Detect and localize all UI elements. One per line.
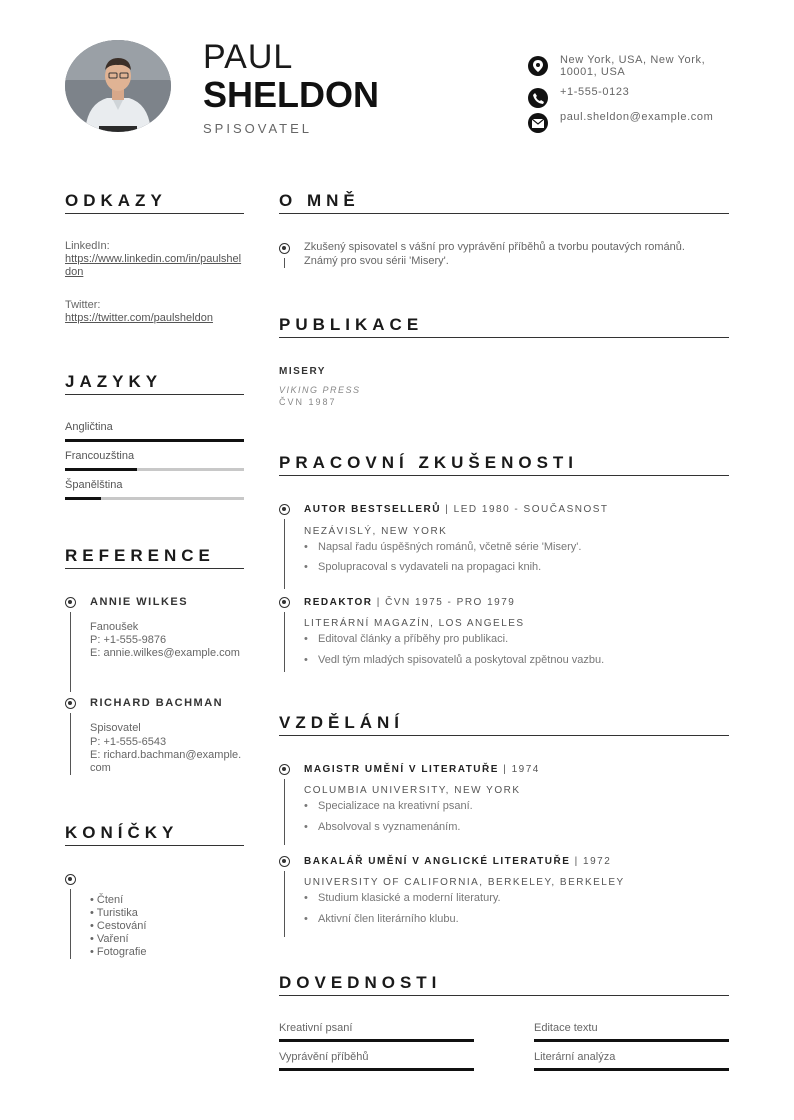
publication-date: ČVN 1987 — [279, 397, 337, 407]
timeline-line — [284, 779, 285, 845]
timeline-line — [70, 713, 71, 775]
contact-phone — [528, 86, 738, 108]
skill-bar — [534, 1068, 729, 1071]
language-level-bar — [65, 439, 244, 442]
skill-bar — [279, 1068, 474, 1071]
timeline-bullet-icon — [279, 504, 290, 515]
skill-name: Kreativní psaní — [279, 1022, 353, 1034]
first-name: PAUL — [203, 38, 294, 76]
education-point-text: Specializace na kreativní psaní. — [318, 800, 473, 812]
references-heading: REFERENCE — [65, 546, 215, 565]
language-name: Španělština — [65, 479, 123, 491]
job-position: REDAKTOR — [304, 597, 373, 608]
education-school: UNIVERSITY OF CALIFORNIA, BERKELEY, BERKELEY — [304, 877, 625, 888]
last-name: SHELDON — [203, 74, 380, 115]
experience-divider — [279, 475, 729, 476]
job-point-text: Spolupracoval s vydavateli na propagaci knih. — [318, 561, 542, 573]
job-heading — [304, 597, 515, 608]
language-level-fill — [65, 497, 101, 500]
timeline-line — [284, 258, 285, 268]
publications-heading: PUBLIKACE — [279, 315, 424, 334]
skill-bar — [279, 1039, 474, 1042]
phone-icon — [528, 88, 548, 108]
education-degree: MAGISTR UMĚNÍ V LITERATUŘE — [304, 764, 499, 775]
education-degree: BAKALÁŘ UMĚNÍ V ANGLICKÉ LITERATUŘE — [304, 856, 571, 867]
education-divider — [279, 735, 729, 736]
language-level-bar — [65, 497, 244, 500]
hobby-item: • Turistika — [90, 907, 138, 919]
reference-email: E: annie.wilkes@example.com — [90, 647, 240, 659]
hobby-item: • Vaření — [90, 933, 129, 945]
education-year: | 1972 — [570, 856, 612, 867]
timeline-line — [70, 889, 71, 959]
about-text: Zkušený spisovatel s vášní pro vyprávění příběhů a tvorbu poutavých románů. Známý pro svou sérii 'Misery'. — [304, 241, 685, 267]
language-level-fill — [65, 439, 244, 442]
language-name: Francouzština — [65, 450, 135, 462]
mail-icon — [528, 113, 548, 133]
job-point: • Napsal řadu úspěšných románů, včetně série 'Misery'. — [304, 541, 582, 553]
education-point-text: Absolvoval s vyznamenáním. — [318, 821, 461, 833]
publication-title: MISERY — [279, 366, 326, 377]
about-heading: O MNĚ — [279, 191, 360, 210]
job-point-text: Vedl tým mladých spisovatelů a poskytoval zpětnou vazbu. — [318, 654, 605, 666]
job-point: • Vedl tým mladých spisovatelů a poskytoval zpětnou vazbu. — [304, 654, 605, 666]
hobbies-heading: KONÍČKY — [65, 823, 179, 842]
education-year: | 1974 — [498, 764, 540, 775]
timeline-line — [284, 612, 285, 672]
person-photo-icon — [65, 40, 171, 132]
hobbies-divider — [65, 845, 244, 846]
job-point: • Spolupracoval s vydavateli na propagaci knih. — [304, 561, 542, 573]
reference-phone: P: +1-555-6543 — [90, 736, 167, 748]
reference-phone: P: +1-555-9876 — [90, 634, 167, 646]
publication-publisher: VIKING PRESS — [279, 385, 361, 395]
contact-email — [528, 111, 738, 133]
languages-divider — [65, 394, 244, 395]
twitter-label: Twitter: — [65, 299, 101, 311]
education-point-text: Aktivní člen literárního klubu. — [318, 913, 459, 925]
education-heading-line — [304, 764, 540, 775]
job-organization: NEZÁVISLÝ, NEW YORK — [304, 526, 448, 537]
job-point-text: Editoval články a příběhy pro publikaci. — [318, 633, 509, 645]
links-heading: ODKAZY — [65, 191, 167, 210]
languages-heading: JAZYKY — [65, 372, 163, 391]
reference-role: Spisovatel — [90, 722, 141, 734]
links-divider — [65, 213, 244, 214]
job-heading — [304, 504, 609, 515]
education-point-text: Studium klasické a moderní literatury. — [318, 892, 501, 904]
education-point: • Absolvoval s vyznamenáním. — [304, 821, 461, 833]
job-organization: LITERÁRNÍ MAGAZÍN, LOS ANGELES — [304, 618, 525, 629]
language-level-fill — [65, 468, 137, 471]
profile-photo — [65, 40, 171, 132]
timeline-bullet-icon — [279, 764, 290, 775]
language-name: Angličtina — [65, 421, 113, 433]
email-text: paul.sheldon@example.com — [560, 111, 714, 123]
contact-address — [528, 54, 738, 78]
about-divider — [279, 213, 729, 214]
timeline-line — [70, 612, 71, 692]
linkedin-link[interactable]: https://www.linkedin.com/in/paulsheldon — [65, 253, 242, 278]
skills-divider — [279, 995, 729, 996]
timeline-bullet-icon — [279, 597, 290, 608]
reference-email: E: richard.bachman@example.com — [90, 749, 242, 774]
education-point: • Studium klasické a moderní literatury. — [304, 892, 501, 904]
timeline-line — [284, 871, 285, 937]
hobby-item: • Čtení — [90, 894, 124, 906]
timeline-bullet-icon — [279, 243, 290, 254]
phone-text: +1-555-0123 — [560, 86, 630, 98]
job-point-text: Napsal řadu úspěšných románů, včetně série 'Misery'. — [318, 541, 582, 553]
timeline-bullet-icon — [65, 874, 76, 885]
skill-name: Editace textu — [534, 1022, 598, 1034]
timeline-bullet-icon — [65, 698, 76, 709]
education-point: • Aktivní člen literárního klubu. — [304, 913, 459, 925]
skill-name: Literární analýza — [534, 1051, 616, 1063]
reference-name: ANNIE WILKES — [90, 596, 189, 608]
experience-heading: PRACOVNÍ ZKUŠENOSTI — [279, 453, 579, 472]
education-heading: VZDĚLÁNÍ — [279, 713, 404, 732]
references-divider — [65, 568, 244, 569]
hobby-item: • Fotografie — [90, 946, 147, 958]
education-heading-line — [304, 856, 611, 867]
timeline-line — [284, 519, 285, 589]
education-point: • Specializace na kreativní psaní. — [304, 800, 473, 812]
timeline-bullet-icon — [279, 856, 290, 867]
education-school: COLUMBIA UNIVERSITY, NEW YORK — [304, 785, 521, 796]
reference-role: Fanoušek — [90, 621, 139, 633]
skills-heading: DOVEDNOSTI — [279, 973, 442, 992]
skill-name: Vyprávění příběhů — [279, 1051, 369, 1063]
job-position: AUTOR BESTSELLERŮ — [304, 504, 441, 515]
job-point: • Editoval články a příběhy pro publikaci. — [304, 633, 509, 645]
skill-bar — [534, 1039, 729, 1042]
publications-divider — [279, 337, 729, 338]
linkedin-label: LinkedIn: — [65, 240, 110, 252]
job-title: SPISOVATEL — [203, 121, 312, 136]
language-level-bar — [65, 468, 244, 471]
twitter-link[interactable]: https://twitter.com/paulsheldon — [65, 312, 213, 324]
address-text: New York, USA, New York, 10001, USA — [560, 54, 706, 78]
reference-name: RICHARD BACHMAN — [90, 697, 224, 709]
location-pin-icon — [528, 56, 548, 76]
job-period: | LED 1980 - SOUČASNOST — [441, 504, 609, 515]
job-period: | ČVN 1975 - PRO 1979 — [372, 597, 516, 608]
timeline-bullet-icon — [65, 597, 76, 608]
hobby-item: • Cestování — [90, 920, 147, 932]
